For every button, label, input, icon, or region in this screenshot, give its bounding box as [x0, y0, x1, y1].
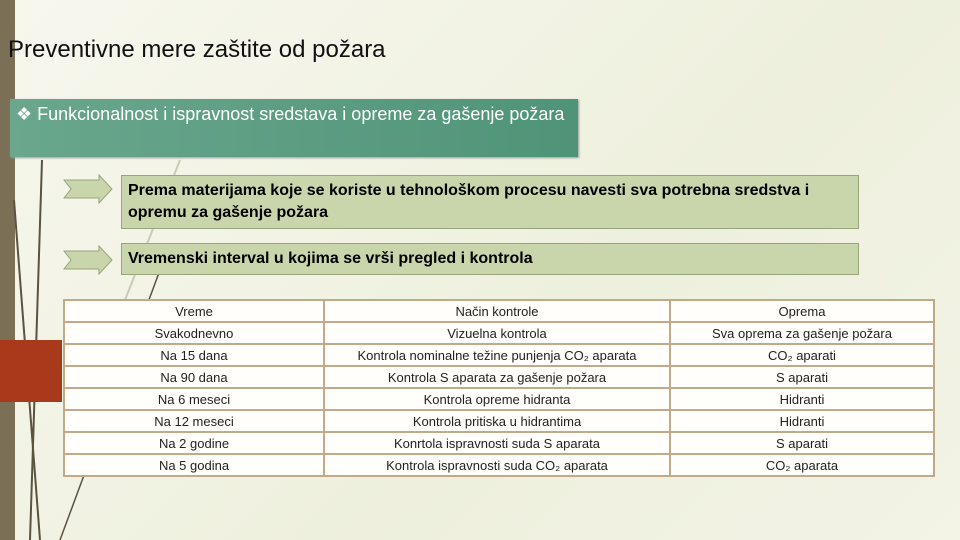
cell: Na 2 godine [64, 432, 324, 454]
point-materials: Prema materijama koje se koriste u tehnološkom procesu navesti sva potrebna sredstva i opremu za gašenje požara [121, 175, 859, 229]
chevron-arrow-icon [63, 174, 113, 204]
table-row [64, 388, 934, 410]
header-cell: Oprema [670, 300, 934, 322]
diamond-bullet-icon: ❖ [16, 104, 33, 124]
cell: Svakodnevno [64, 322, 324, 344]
table-row [64, 322, 934, 344]
chevron-arrow-icon [63, 245, 113, 275]
cell: Kontrola ispravnosti suda CO₂ aparata [324, 454, 670, 476]
cell: Na 5 godina [64, 454, 324, 476]
cell: S aparati [670, 432, 934, 454]
table-row [64, 366, 934, 388]
table-row [64, 454, 934, 476]
table-header-row [64, 300, 934, 322]
header-cell: Način kontrole [324, 300, 670, 322]
cell: Kontrola opreme hidranta [324, 388, 670, 410]
cell: CO₂ aparati [670, 344, 934, 366]
cell: S aparati [670, 366, 934, 388]
table-row [64, 432, 934, 454]
cell: Konrtola ispravnosti suda S aparata [324, 432, 670, 454]
cell: Na 6 meseci [64, 388, 324, 410]
cell: Kontrola S aparata za gašenje požara [324, 366, 670, 388]
section-header-text: Funkcionalnost i ispravnost sredstava i opreme za gašenje požara [37, 104, 565, 124]
table-row [64, 410, 934, 432]
inspection-table [63, 299, 935, 477]
cell: Hidranti [670, 388, 934, 410]
cell: Sva oprema za gašenje požara [670, 322, 934, 344]
section-header [10, 99, 578, 157]
page-title: Preventivne mere zaštite od požara [8, 36, 386, 63]
cell: Na 90 dana [64, 366, 324, 388]
point-interval: Vremenski interval u kojima se vrši pregled i kontrola [121, 243, 859, 275]
cell: Na 12 meseci [64, 410, 324, 432]
cell: CO₂ aparata [670, 454, 934, 476]
cell: Vizuelna kontrola [324, 322, 670, 344]
cell: Hidranti [670, 410, 934, 432]
table-row [64, 344, 934, 366]
cell: Na 15 dana [64, 344, 324, 366]
cell: Kontrola nominalne težine punjenja CO₂ aparata [324, 344, 670, 366]
cell: Kontrola pritiska u hidrantima [324, 410, 670, 432]
header-cell: Vreme [64, 300, 324, 322]
red-accent-block [0, 340, 62, 402]
